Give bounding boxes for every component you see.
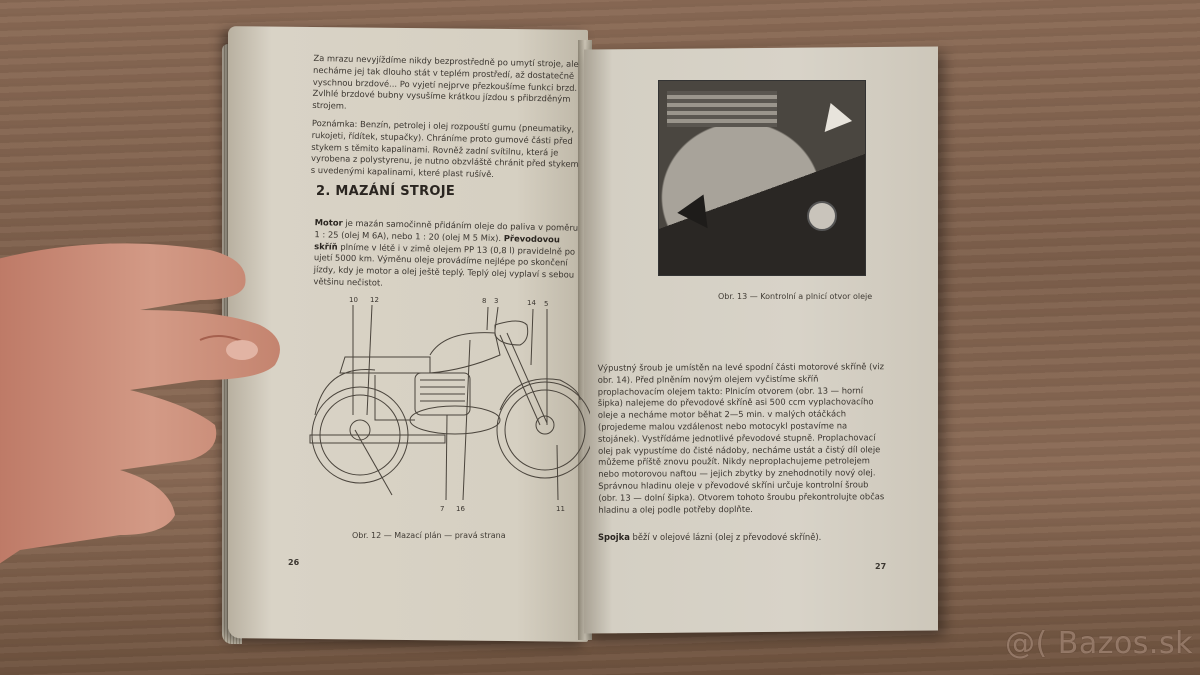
- watermark: @( Bazos.sk: [1005, 626, 1193, 661]
- paragraph-note: Poznámka: Benzín, petrolej i olej rozpouští gumu (pneumatiky, rukojeti, řídítek, stupačky). Chráníme proto gumové části před stykem s těmito kapalinami. Rovněž zadní svítilnu, která je vyrobena z polystyrenu, je nutno obzvláště chránit před stykem s uvedenými kapalinami, které plast rušívě.: [310, 117, 579, 180]
- diagram-label: 11: [556, 505, 565, 513]
- clutch-paragraph: [598, 532, 888, 544]
- diagram-label: 16: [456, 505, 465, 513]
- lead-motor: Motor: [314, 217, 343, 228]
- paragraph-winter: Za mrazu nevyjíždíme nikdy bezprostředně po umytí stroje, ale necháme jej tak dlouho stát v teplém prostředí, až dostatečně vyschnou brzdové... Po vyjetí nejprve přezkoušíme funkci brzd. Zvlhlé brzdové bubny vysušíme krátkou jízdou s přibrzděným strojem.: [312, 52, 579, 111]
- page-number-right: 27: [875, 562, 887, 571]
- hand: [0, 230, 280, 590]
- motorcycle-lubrication-diagram: [295, 295, 590, 515]
- diagram-label: 12: [370, 296, 379, 304]
- left-page-text-block: [311, 53, 586, 189]
- diagram-label: 3: [494, 297, 499, 305]
- wrench-icon: [807, 201, 837, 231]
- lead-clutch: Spojka: [598, 532, 630, 542]
- engine-fins: [667, 91, 777, 127]
- page-number-left: 26: [288, 558, 300, 567]
- section-heading: 2. MAZÁNÍ STROJE: [316, 184, 456, 199]
- lubrication-paragraph: [313, 217, 584, 293]
- lubrication-text-1: je mazán samočinně přidáním oleje do paliva v poměru 1 : 25 (olej M 6A), nebo 1 : 20 (olej M 5 Mix).: [314, 217, 579, 243]
- diagram-label: 7: [440, 505, 445, 513]
- figure-12-caption: Obr. 12 — Mazací plán — pravá strana: [352, 531, 506, 540]
- figure-13-photo: [658, 80, 866, 276]
- lubrication-text-2: plníme v létě i v zimě olejem PP 13 (0,8 l) pravidelně po ujetí 5000 km. Výměnu oleje provádíme nejlépe po skončení jízdy, kdy je motor a olej ještě teplý. Teplý olej vyplaví s sebou většinu nečistot.: [313, 241, 576, 288]
- arrow-bottom-icon: [677, 195, 720, 238]
- diagram-label: 8: [482, 297, 487, 305]
- diagram-label: 10: [349, 296, 358, 304]
- clutch-text: běží v olejové lázni (olej z převodové skříně).: [629, 532, 822, 542]
- diagram-label: 5: [544, 300, 549, 308]
- diagram-label: 14: [527, 299, 536, 307]
- right-page-main-paragraph: Výpustný šroub je umístěn na levé spodní části motorové skříně (viz obr. 14). Před plněním novým olejem vyčistíme skříň proplachovacím olejem takto: Plnicím otvorem (obr. 13 — horní šipka) nalejeme do převodové skříně asi 500 ccm vyplachovacího oleje a necháme motor běhat 2—5 min. v malých otáčkách (projedeme malou vzdálenost nebo motocykl postavíme na stojánek). Vystřídáme jednotlivé převodové stupně. Proplachovací olej pak vypustíme do čisté nádoby, necháme ustát a čistý díl oleje můžeme příště znovu použít. Nikdy nepropIachujeme petrolejem nebo motorovou naftou — jejich zbytky by znehodnotily nový olej. Správnou hladinu oleje v převodové skříni určuje kontrolní šroub (obr. 13 — dolní šipka). Otvorem tohoto šroubu překontrolujte občas hladinu a olej podle potřeby doplňte.: [597, 361, 885, 515]
- arrow-top-icon: [814, 103, 852, 141]
- lead-gearbox: Převodovou skříň: [314, 232, 560, 252]
- figure-13-caption: Obr. 13 — Kontrolní a plnicí otvor oleje: [718, 292, 873, 301]
